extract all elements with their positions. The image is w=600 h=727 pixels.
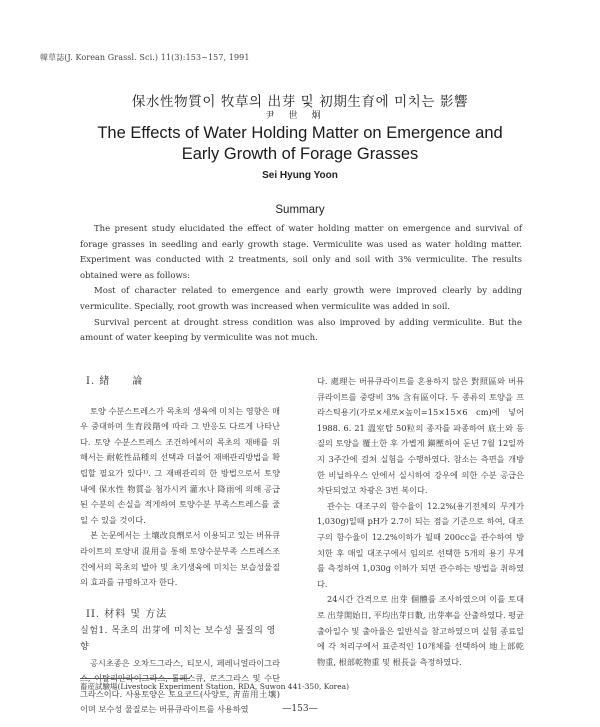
- english-title: [0, 123, 600, 165]
- summary-heading: Summary: [275, 204, 325, 216]
- korean-author: 尹世炯: [265, 111, 335, 121]
- footnote-divider: [80, 678, 190, 679]
- abstract: [80, 222, 522, 347]
- page-number: —153—: [282, 704, 318, 714]
- abstract-paragraph-1: The present study elucidated the effect of water holding matter on emergence and survival of forage grasses in seedling and early growth stage. Vermiculite was used as water holding matter. Experiment was conducted with 2 treatments, soil only and soil with 3% vermiculite. The results obtained were as follows:: [80, 224, 522, 281]
- journal-citation: 韓草誌(J. Korean Grassl. Sci.) 11(3):153~157, 1991: [40, 53, 250, 62]
- intro-paragraph-2: 본 논문에서는 土壤改良劑로서 이용되고 있는 버뮤큐라이트의 토양내 混用을 통해 토양수분부족 스트레스조건에서의 목초의 발아 및 초기생육에 미치는 보습성물질의 효과를 규명하고자 한다.: [80, 530, 280, 588]
- right-column: [317, 374, 524, 670]
- experiment-1-heading: 실험1. 목초의 出芽에 미치는 보수성 물질의 영향: [80, 626, 276, 652]
- methods-paragraph-4: 24시간 간격으로 出芽 個體를 조사하였으며 이를 토대로 出芽開始日, 平均出芽日數, 出芽率을 산출하였다. 평균출아일수 및 출아율은 일반식을 참고하였으며 실험 종료일에 각 처리구에서 표준적인 10개체를 선택하여 地上部乾物重, 根部乾物重 및 根長을 측정하였다.: [317, 594, 524, 667]
- methods-paragraph-2: 다. 處理는 버뮤큐라이트를 혼용하지 않은 對照區와 버뮤큐라이트를 중량비 3% 含有區이다. 두 종류의 토양을 프라스틱용기(가로×세로×높이=15×15×6 cm)에 넣어 1988. 6. 21 溫室탑 50粒의 종자를 파종하여 底土와 동질의 토양을 覆土한 후 가볍게 鎭壓하여 둔년 7월 12일까지 3주간에 걸쳐 실험을 수행하였다. 참소는 측면을 개방한 비닐하우스 안에서 실시하여 강우에 의한 수분 공급은 차단되었고 차광은 3번 복이다.: [317, 376, 524, 496]
- abstract-paragraph-2: Most of character related to emergence and early growth were improved clearly by adding vermiculite. Specially, root growth was increased when vermiculite was added in soil.: [80, 286, 522, 312]
- section-methods-heading: II. 材料 및 方法: [86, 608, 168, 620]
- abstract-paragraph-3: Survival percent at drought stress condition was also improved by adding vermiculite. But the amount of water keeping by vermiculite was not much.: [80, 317, 522, 344]
- english-title-line-2: Early Growth of Forage Grasses: [181, 145, 419, 163]
- intro-paragraph-1: 토양 수분스트레스가 목초의 생육에 미치는 영향은 매우 중대하며 生育段階에 따라 그 반응도 다르게 나타난다. 토양 수분스트레스 조건하에서의 목초의 재배를 위해서는 耐乾性品種의 선택과 더불어 재배관리방법을 확립할 필요가 있다¹⁾. 그 재배관리의 한 방법으로서 토양내에 保水性 物質을 첨가시켜 灌水나 降雨에 의해 공급된 수분의 손실을 적게하여 토양수분 부족스트레스를 줄일 수 있을 것이다.: [80, 405, 280, 525]
- korean-title: 保水性物質이 牧草의 出芽 및 初期生育에 미치는 影響: [131, 94, 469, 110]
- section-introduction-heading: I. 緖 論: [86, 376, 144, 387]
- left-column: [80, 374, 280, 718]
- english-author: Sei Hyung Yoon: [262, 170, 338, 181]
- english-title-line-1: The Effects of Water Holding Matter on Emergence and: [97, 124, 503, 142]
- methods-paragraph-3: 관수는 대조구의 함수율이 12.2%(용기전체의 무게가 1,030g)일때 pH가 2.7이 되는 점을 기준으로 하여, 대조구의 함수율이 12.2%이하가 될때 200cc을 관수하여 방치한 후 매일 대조구에서 임의로 선택한 5개의 용기 무게를 측정하여 1,030g 이하가 되면 관수하는 방법을 취하였다.: [317, 500, 524, 589]
- affiliation-footnote: 畜産試驗場(Livestock Experiment Station, RDA, Suwon 441-350, Korea): [80, 682, 350, 691]
- methods-paragraph-1: 공시초종은 오차드그라스, 티모시, 페레니얼라이그라스, 이탈리안라이그라스, 톨페스큐, 로즈그라스 및 수단그라스이다. 사용토양은 토요코드(사양토, 靑苗用土壤)이며 보수성 물질로는 버뮤큐라이트를 사용하였: [80, 657, 280, 715]
